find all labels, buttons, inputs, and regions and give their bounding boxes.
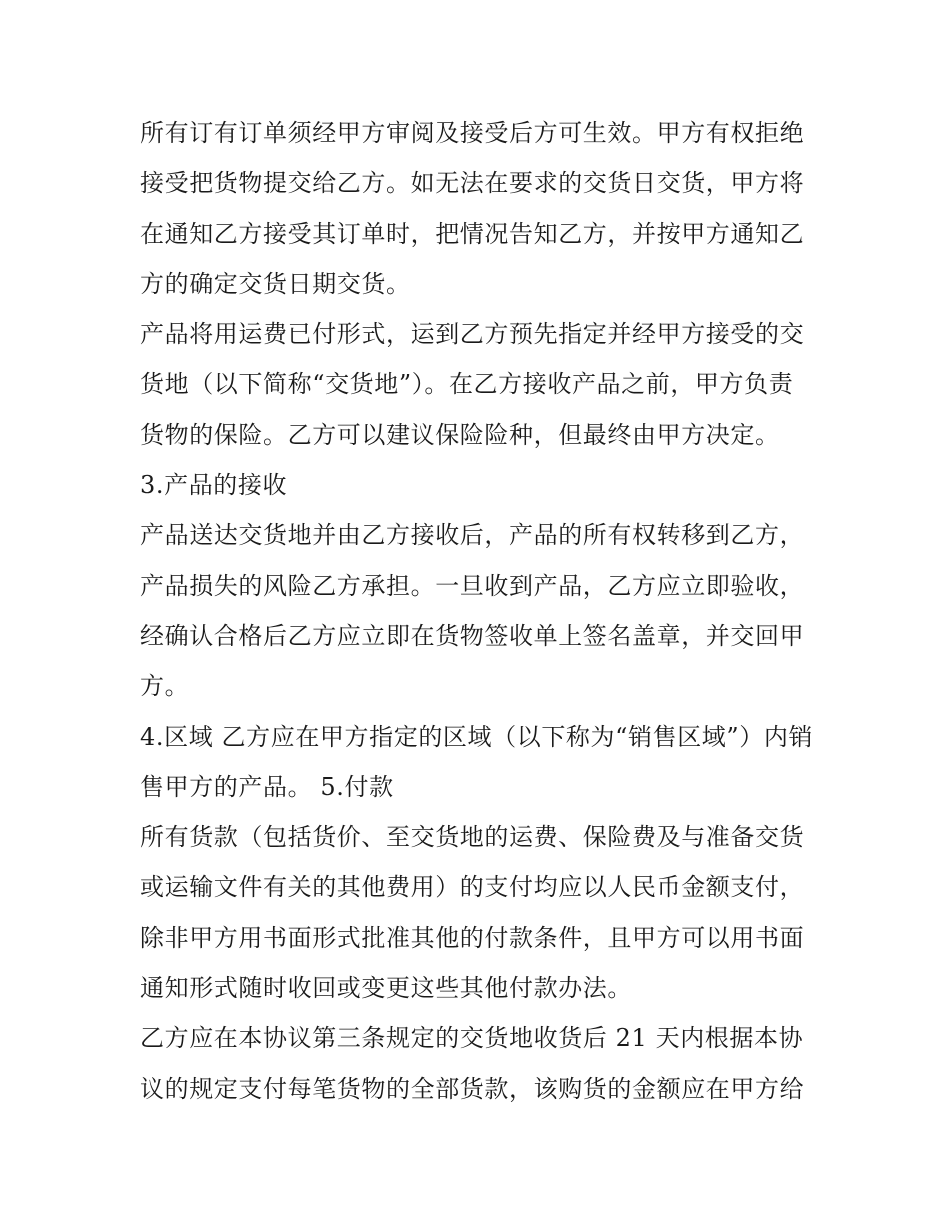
body-line: 议的规定支付每笔货物的全部货款，该购货的金额应在甲方给 (140, 1074, 805, 1103)
body-line: 除非甲方用书面形式批准其他的付款条件，且甲方可以用书面 (140, 923, 805, 952)
body-line: 经确认合格后乙方应立即在货物签收单上签名盖章，并交回甲 (140, 621, 805, 650)
body-line: 在通知乙方接受其订单时，把情况告知乙方，并按甲方通知乙 (140, 219, 805, 248)
section-line-payment: 售甲方的产品。 5.付款 (140, 772, 394, 801)
body-line: 方。 (140, 672, 190, 701)
body-line: 乙方应在本协议第三条规定的交货地收货后 21 天内根据本协 (140, 1024, 804, 1053)
body-line: 接受把货物提交给乙方。如无法在要求的交货日交货，甲方将 (140, 169, 805, 198)
section-line-region: 4.区域 乙方应在甲方指定的区域（以下称为“销售区域”）内销 (140, 722, 814, 751)
section-heading-product-receipt: 3.产品的接收 (140, 471, 288, 500)
body-line: 所有货款（包括货价、至交货地的运费、保险费及与准备交货 (140, 823, 805, 852)
document-body (140, 108, 820, 1114)
body-line: 产品损失的风险乙方承担。一旦收到产品，乙方应立即验收， (140, 571, 805, 600)
body-line: 货地（以下简称“交货地”）。在乙方接收产品之前，甲方负责 (140, 370, 794, 399)
body-line: 通知形式随时收回或变更这些其他付款办法。 (140, 974, 632, 1003)
body-line: 产品送达交货地并由乙方接收后，产品的所有权转移到乙方， (140, 521, 805, 550)
body-line: 方的确定交货日期交货。 (140, 269, 411, 298)
body-line: 产品将用运费已付形式，运到乙方预先指定并经甲方接受的交 (140, 320, 805, 349)
body-line: 货物的保险。乙方可以建议保险险种，但最终由甲方决定。 (140, 420, 780, 449)
body-line: 或运输文件有关的其他费用）的支付均应以人民币金额支付， (140, 873, 805, 902)
body-line: 所有订有订单须经甲方审阅及接受后方可生效。甲方有权拒绝 (140, 119, 805, 147)
